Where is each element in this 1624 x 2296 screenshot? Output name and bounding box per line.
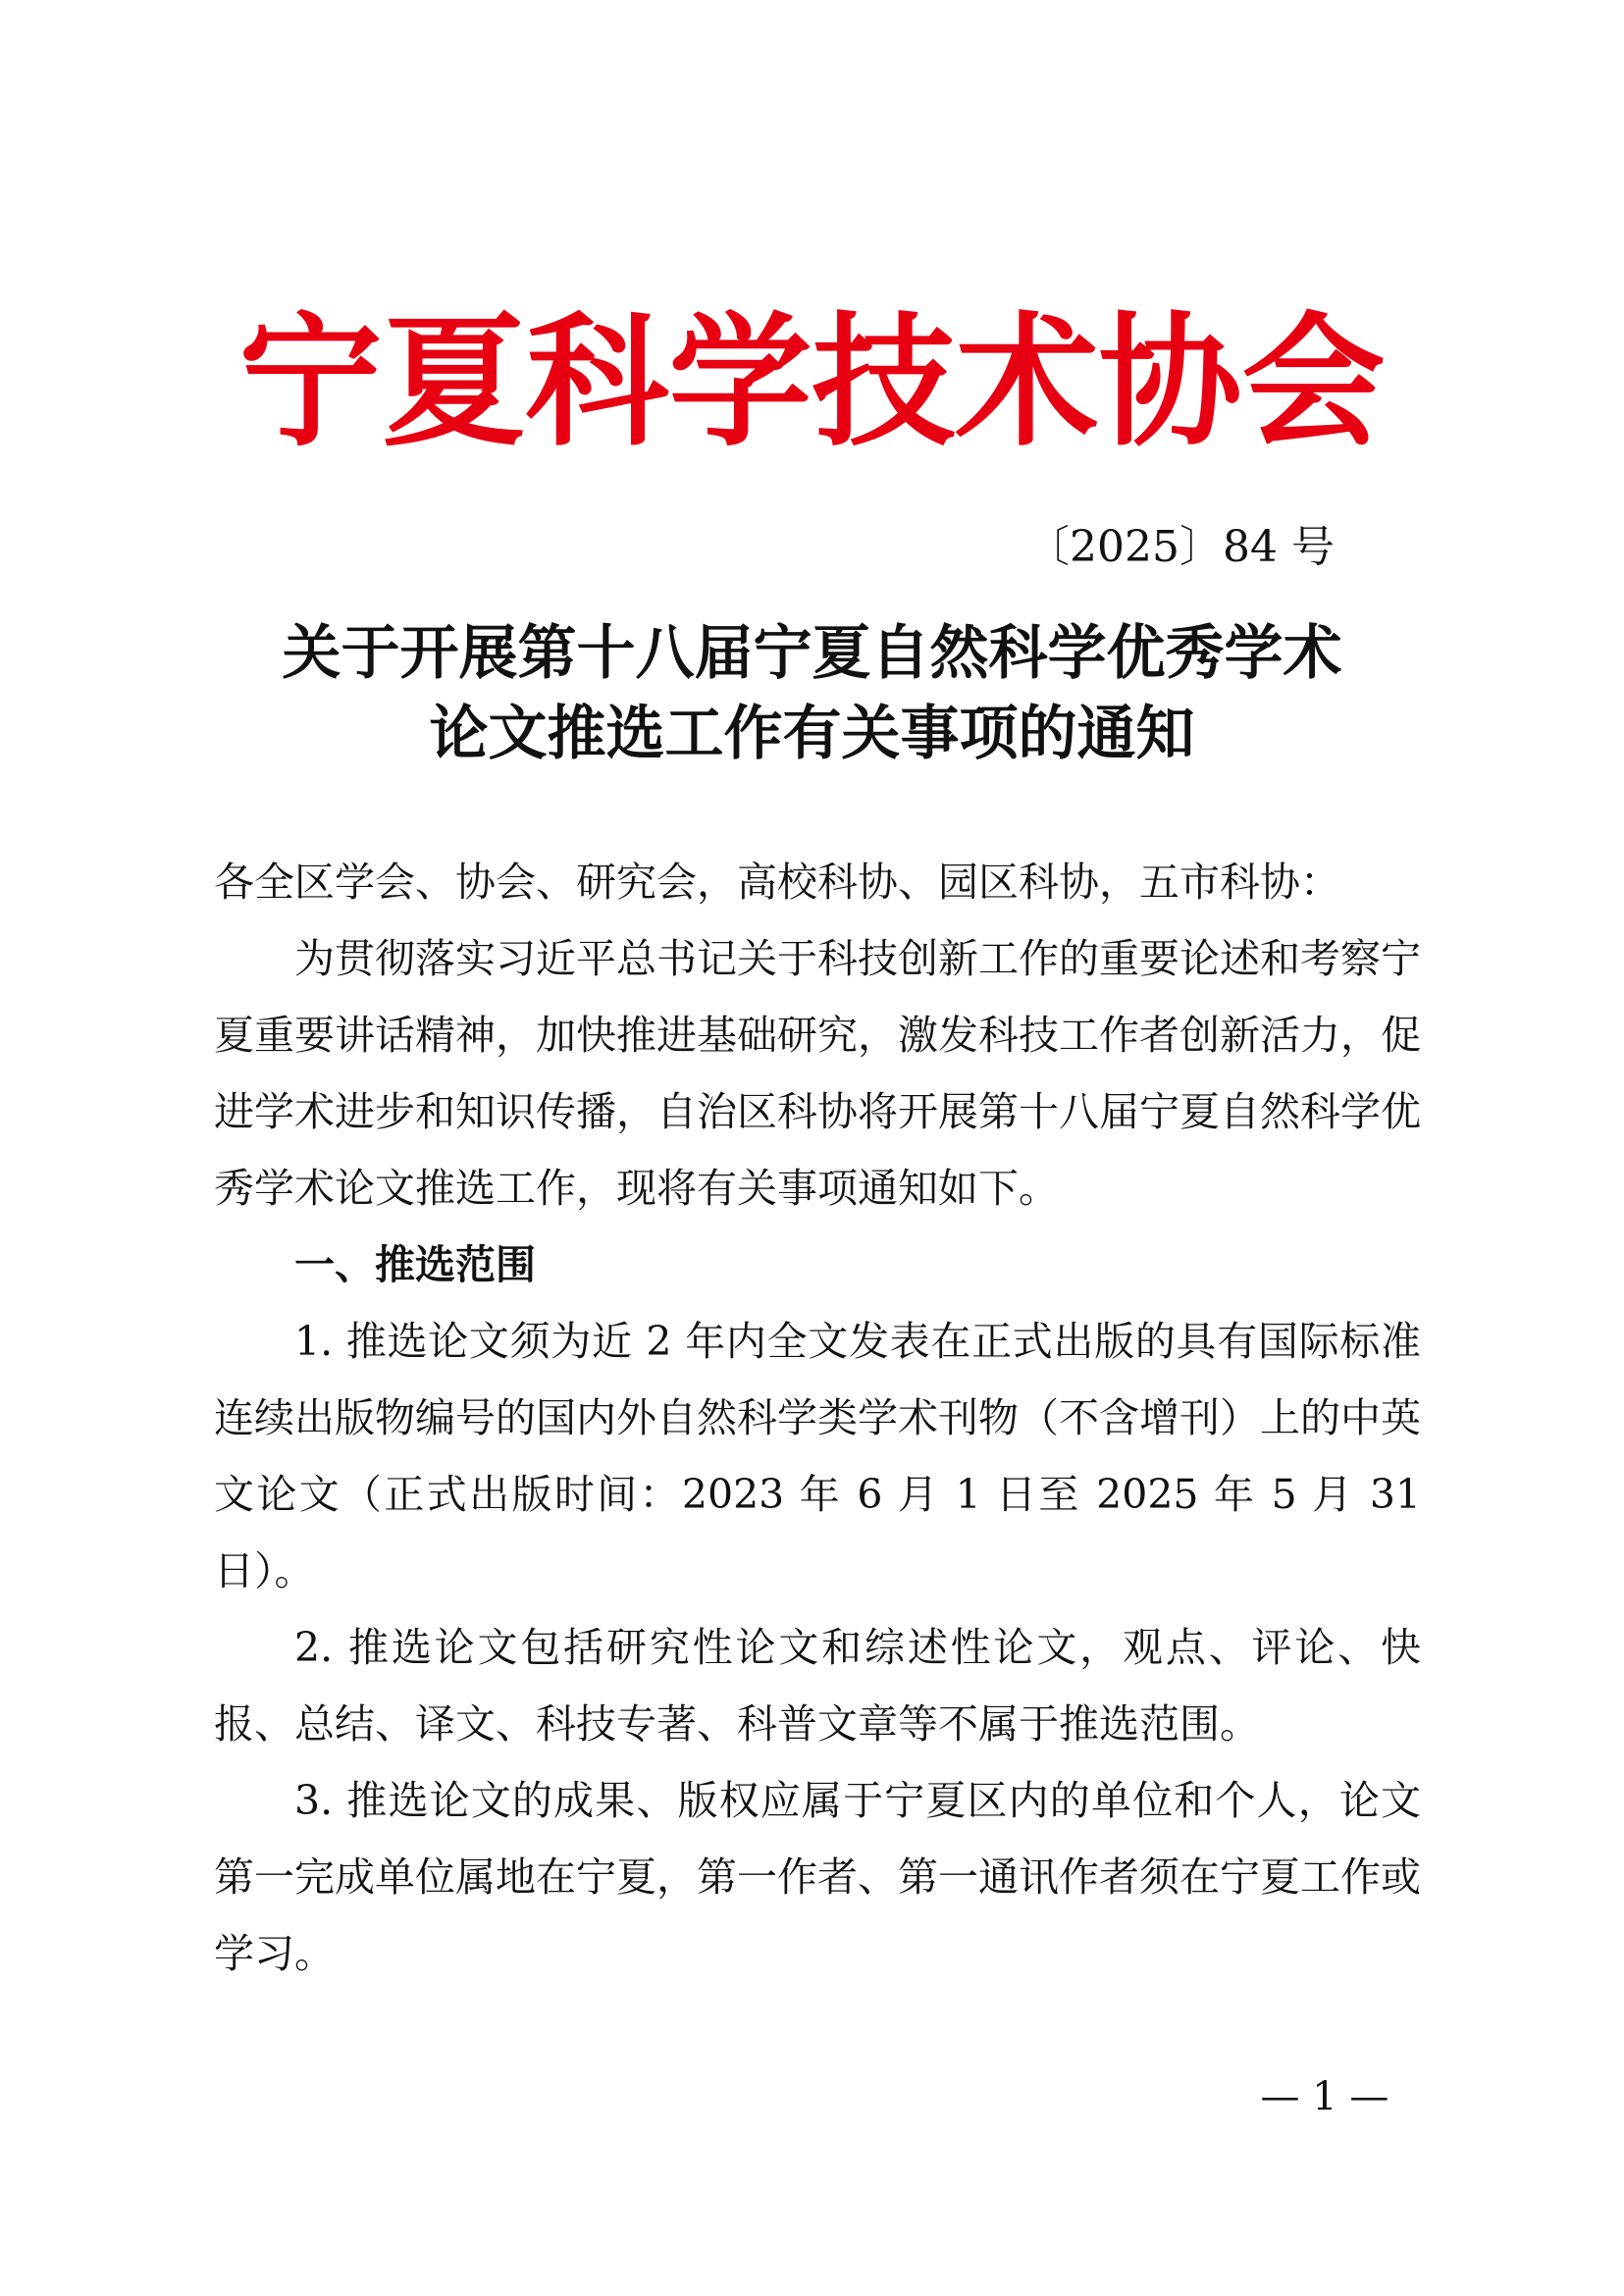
section-heading-scope: 一、推选范围 (294, 1241, 536, 1288)
scope-item-3: 3. 推选论文的成果、版权应属于宁夏区内的单位和个人，论文第一完成单位属地在宁夏，第一作者、第一通讯作者须在宁夏工作或学习。 (214, 1777, 1421, 1977)
organization-header: 宁夏科学技术协会 (238, 299, 1386, 466)
title-line-1: 关于开展第十八届宁夏自然科学优秀学术 (282, 619, 1342, 688)
scope-item-2: 2. 推选论文包括研究性论文和综述性论文，观点、评论、快报、总结、译文、科技专著、科普文章等不属于推选范围。 (214, 1624, 1421, 1748)
document-body (214, 844, 1421, 1992)
page-number: — 1 — (1260, 2074, 1389, 2119)
intro-paragraph: 为贯彻落实习近平总书记关于科技创新工作的重要论述和考察宁夏重要讲话精神，加快推进基础研究，激发科技工作者创新活力，促进学术进步和知识传播，自治区科协将开展第十八届宁夏自然科学优秀学术论文推选工作，现将有关事项通知如下。 (214, 935, 1421, 1212)
document-title (196, 613, 1428, 774)
salutation: 各全区学会、协会、研究会，高校科协、园区科协，五市科协： (214, 859, 1340, 906)
title-line-2: 论文推选工作有关事项的通知 (429, 700, 1195, 768)
document-number: 〔2025〕84 号 (1026, 522, 1335, 572)
scope-item-1: 1. 推选论文须为近 2 年内全文发表在正式出版的具有国际标准连续出版物编号的国内外自然科学类学术刊物（不含增刊）上的中英文论文（正式出版时间：2023 年 6 月 1 日至 2025 年 5 月 31 日）。 (214, 1318, 1421, 1594)
